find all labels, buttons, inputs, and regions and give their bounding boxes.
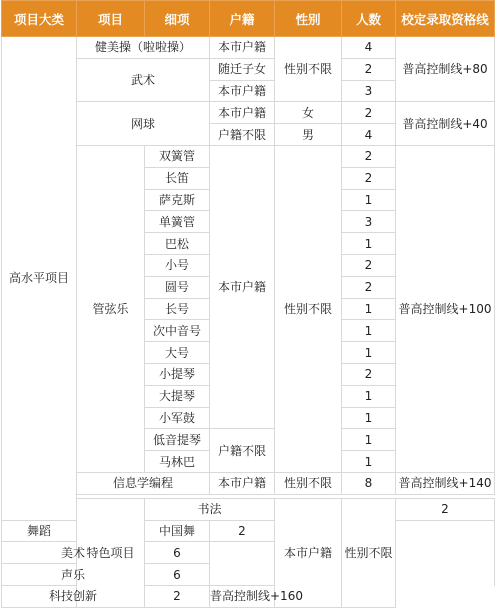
header-count: 人数 [342, 1, 396, 37]
count-cell: 4 [342, 124, 396, 146]
header-subitem: 细项 [145, 1, 210, 37]
huji-cell: 本市户籍 [210, 102, 275, 124]
count-cell: 2 [342, 276, 396, 298]
count-cell: 2 [396, 498, 495, 520]
item-shengyue: 声乐 [2, 564, 145, 586]
huji-cell: 本市户籍 [210, 80, 275, 102]
item-meishu: 美术 [2, 542, 145, 564]
count-cell: 1 [342, 342, 396, 364]
huji-cell: 本市户籍 [210, 37, 275, 59]
count-cell: 1 [342, 385, 396, 407]
item-jianmei: 健美操（啦啦操） [77, 37, 210, 59]
subitem-cell: 大提琴 [145, 385, 210, 407]
count-cell: 2 [145, 585, 210, 607]
count-cell: 4 [342, 37, 396, 59]
count-cell: 2 [342, 363, 396, 385]
count-cell: 1 [342, 233, 396, 255]
line-cell: 普高控制线+160 [210, 585, 275, 607]
count-cell: 1 [342, 298, 396, 320]
line-cell: 普高控制线+40 [396, 102, 495, 146]
gender-cell: 女 [275, 102, 342, 124]
table-row [2, 542, 495, 564]
count-cell: 1 [342, 320, 396, 342]
count-cell: 6 [145, 542, 210, 564]
subitem-cell: 低音提琴 [145, 429, 210, 451]
subitem-cell: 单簧管 [145, 211, 210, 233]
line-cell: 普高控制线+140 [396, 472, 495, 494]
table-row [2, 520, 495, 542]
huji-cell: 户籍不限 [210, 429, 275, 473]
header-category: 项目大类 [2, 1, 77, 37]
subitem-cell: 圆号 [145, 276, 210, 298]
table-row [2, 37, 495, 59]
count-cell: 8 [342, 472, 396, 494]
subitem-cell: 次中音号 [145, 320, 210, 342]
header-item: 项目 [77, 1, 145, 37]
huji-cell: 本市户籍 [210, 145, 275, 428]
count-cell: 1 [342, 189, 396, 211]
subitem-cell: 长笛 [145, 167, 210, 189]
gender-cell: 性别不限 [275, 37, 342, 102]
huji-cell: 随迁子女 [210, 58, 275, 80]
count-cell: 2 [210, 520, 275, 542]
table-row [2, 564, 495, 586]
item-wangqiu: 网球 [77, 102, 210, 146]
subitem-cell: 萨克斯 [145, 189, 210, 211]
header-huji: 户籍 [210, 1, 275, 37]
header-line: 校定录取资格线 [396, 1, 495, 37]
huji-cell: 本市户籍 [275, 498, 342, 607]
header-row [2, 1, 495, 37]
subitem-cell: 小军鼓 [145, 407, 210, 429]
subitem-cell: 中国舞 [145, 520, 210, 542]
item-keji: 科技创新 [2, 585, 145, 607]
count-cell: 1 [342, 407, 396, 429]
count-cell: 3 [342, 80, 396, 102]
subitem-cell: 长号 [145, 298, 210, 320]
item-wudao: 舞蹈 [2, 520, 77, 542]
header-gender: 性别 [275, 1, 342, 37]
gender-cell: 男 [275, 124, 342, 146]
category-high-level: 高水平项目 [2, 37, 77, 521]
count-cell: 2 [342, 254, 396, 276]
line-cell: 普高控制线+80 [396, 37, 495, 102]
subitem-cell: 小号 [145, 254, 210, 276]
subitem-cell: 大号 [145, 342, 210, 364]
count-cell: 2 [342, 58, 396, 80]
subitem-cell: 小提琴 [145, 363, 210, 385]
subitem-cell: 马林巴 [145, 451, 210, 473]
count-cell: 2 [342, 145, 396, 167]
item-xinxi: 信息学编程 [77, 472, 210, 494]
item-guanxian: 管弦乐 [77, 145, 145, 472]
table-row [2, 585, 495, 607]
count-cell: 1 [342, 429, 396, 451]
gender-cell: 性别不限 [275, 472, 342, 494]
gender-cell: 性别不限 [342, 498, 396, 607]
huji-cell: 户籍不限 [210, 124, 275, 146]
line-cell: 普高控制线+100 [396, 145, 495, 472]
item-wushu: 武术 [77, 58, 210, 102]
count-cell: 1 [342, 451, 396, 473]
count-cell: 2 [342, 167, 396, 189]
category-special: 特色项目 [77, 498, 145, 607]
gender-cell: 性别不限 [275, 145, 342, 472]
huji-cell: 本市户籍 [210, 472, 275, 494]
subitem-cell: 双簧管 [145, 145, 210, 167]
count-cell: 6 [145, 564, 210, 586]
item-shufa: 书法 [145, 498, 275, 520]
count-cell: 3 [342, 211, 396, 233]
count-cell: 2 [342, 102, 396, 124]
subitem-cell: 巴松 [145, 233, 210, 255]
admission-table [1, 0, 495, 608]
